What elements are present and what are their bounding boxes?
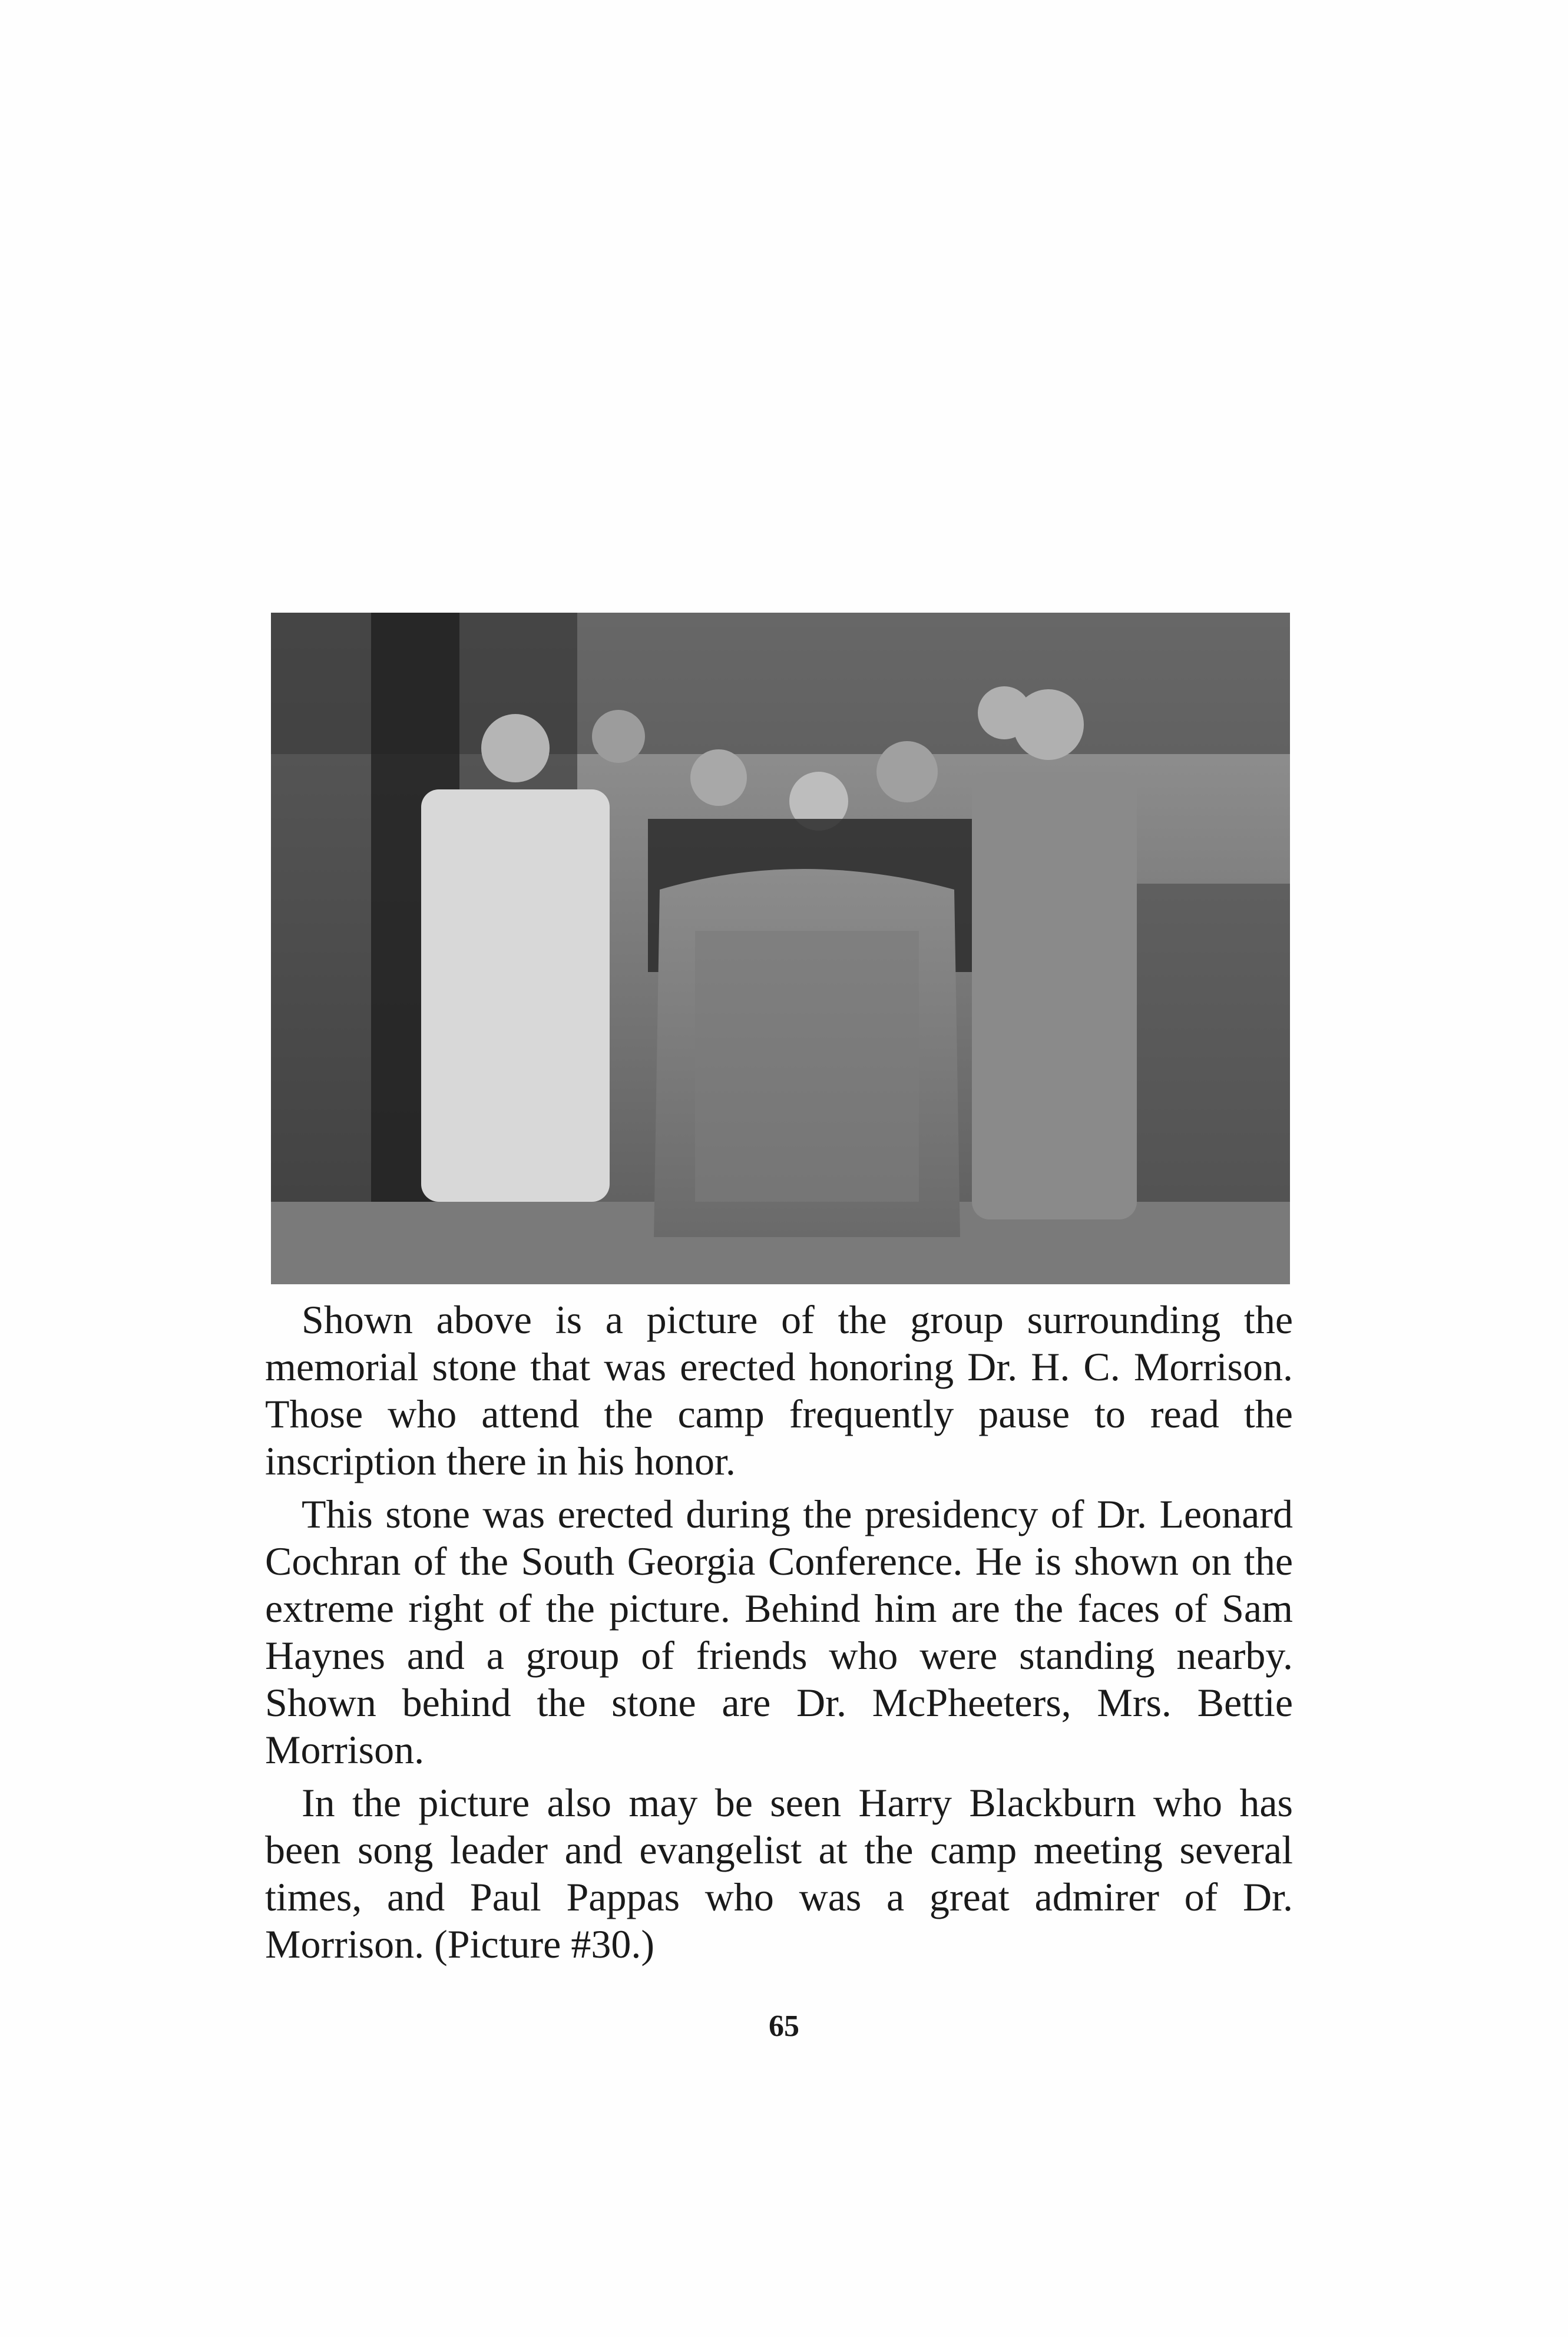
page-number: 65 [769,2009,799,2043]
memorial-stone-photograph [271,613,1290,1284]
photograph-icon [271,613,1290,1284]
caption-paragraph: This stone was erected during the presidency of Dr. Leonard Cochran of the South Georgia Conference. He is shown on the extreme right of the picture. Behind him are the faces of Sam Haynes and a group of friends who were standing nearby. Shown behind the stone are Dr. McPheeters, Mrs. Bettie Morrison. [265,1492,1293,1772]
caption-paragraph: Shown above is a picture of the group surrounding the memorial stone that was erected honoring Dr. H. C. Morrison. Those who attend the camp frequently pause to read the inscription there in his honor. [265,1297,1293,1483]
photo-caption [265,1296,1293,1968]
caption-paragraph: In the picture also may be seen Harry Blackburn who has been song leader and evangelist at the camp meeting several times, and Paul Pappas who was a great admirer of Dr. Morrison. (Picture #30.) [265,1780,1293,1966]
